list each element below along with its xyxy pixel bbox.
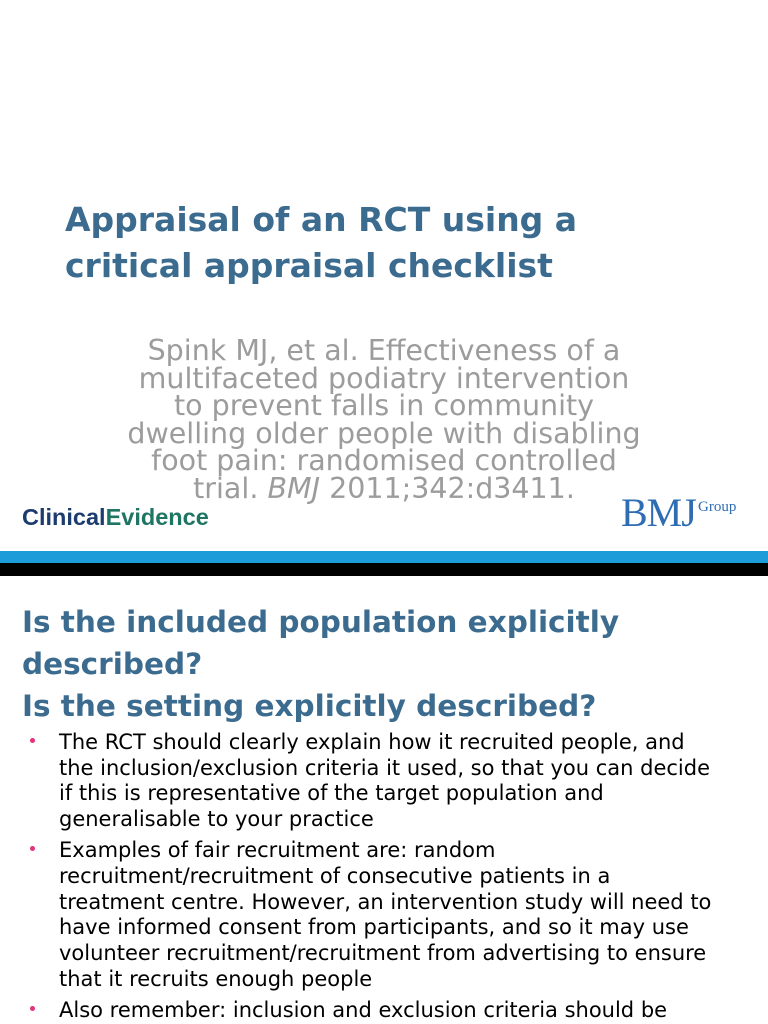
bmj-logo: BMJ — [621, 490, 696, 535]
bullet-list — [0, 730, 760, 1023]
bullet-dot-icon — [30, 846, 35, 851]
logo-clinical-text: Clinical — [22, 504, 106, 530]
bullet-dot-icon — [30, 1006, 35, 1011]
citation — [0, 334, 768, 505]
question-heading-setting: Is the setting explicitly described? — [22, 689, 597, 723]
content-slide — [0, 576, 768, 1024]
bullet-item — [0, 998, 760, 1024]
bullet-text: Examples of fair recruitment are: random recruitment/recruitment of consecutive patients in a treatment centre. However, an intervention study will need to have informed consent from participants, and so it may use volunteer recruitment/recruitment from advertising to ensure that it recruits enough people — [59, 838, 712, 991]
bullet-dot-icon — [30, 738, 35, 743]
journal-name: BMJ — [267, 471, 320, 505]
logo-evidence-text: Evidence — [105, 504, 209, 530]
bmj-group-label: Group — [698, 499, 737, 515]
question-heading-population: Is the included population explicitly described? — [22, 605, 620, 681]
slide-2-headings — [22, 601, 722, 727]
slide-title: Appraisal of an RCT using a critical appraisal checklist — [65, 200, 578, 285]
bullet-text: The RCT should clearly explain how it recruited people, and the inclusion/exclusion criteria it used, so that you can decide if this is representative of the target population and generalisable to your practice — [59, 730, 710, 832]
slide-divider-blue-bar — [0, 551, 768, 563]
bullet-item — [0, 838, 760, 992]
citation-text: Spink MJ, et al. Effectiveness of a multifaceted podiatry intervention to prevent falls in community dwelling older people with disabling foot pain: randomised controlled trial. — [127, 334, 641, 505]
bullet-item — [0, 730, 760, 833]
citation-reference: 2011;342:d3411. — [329, 471, 575, 505]
bullet-text: Also remember: inclusion and exclusion criteria should be — [59, 997, 668, 1022]
clinical-evidence-logo — [22, 506, 209, 530]
slide-divider-black-band — [0, 563, 768, 576]
